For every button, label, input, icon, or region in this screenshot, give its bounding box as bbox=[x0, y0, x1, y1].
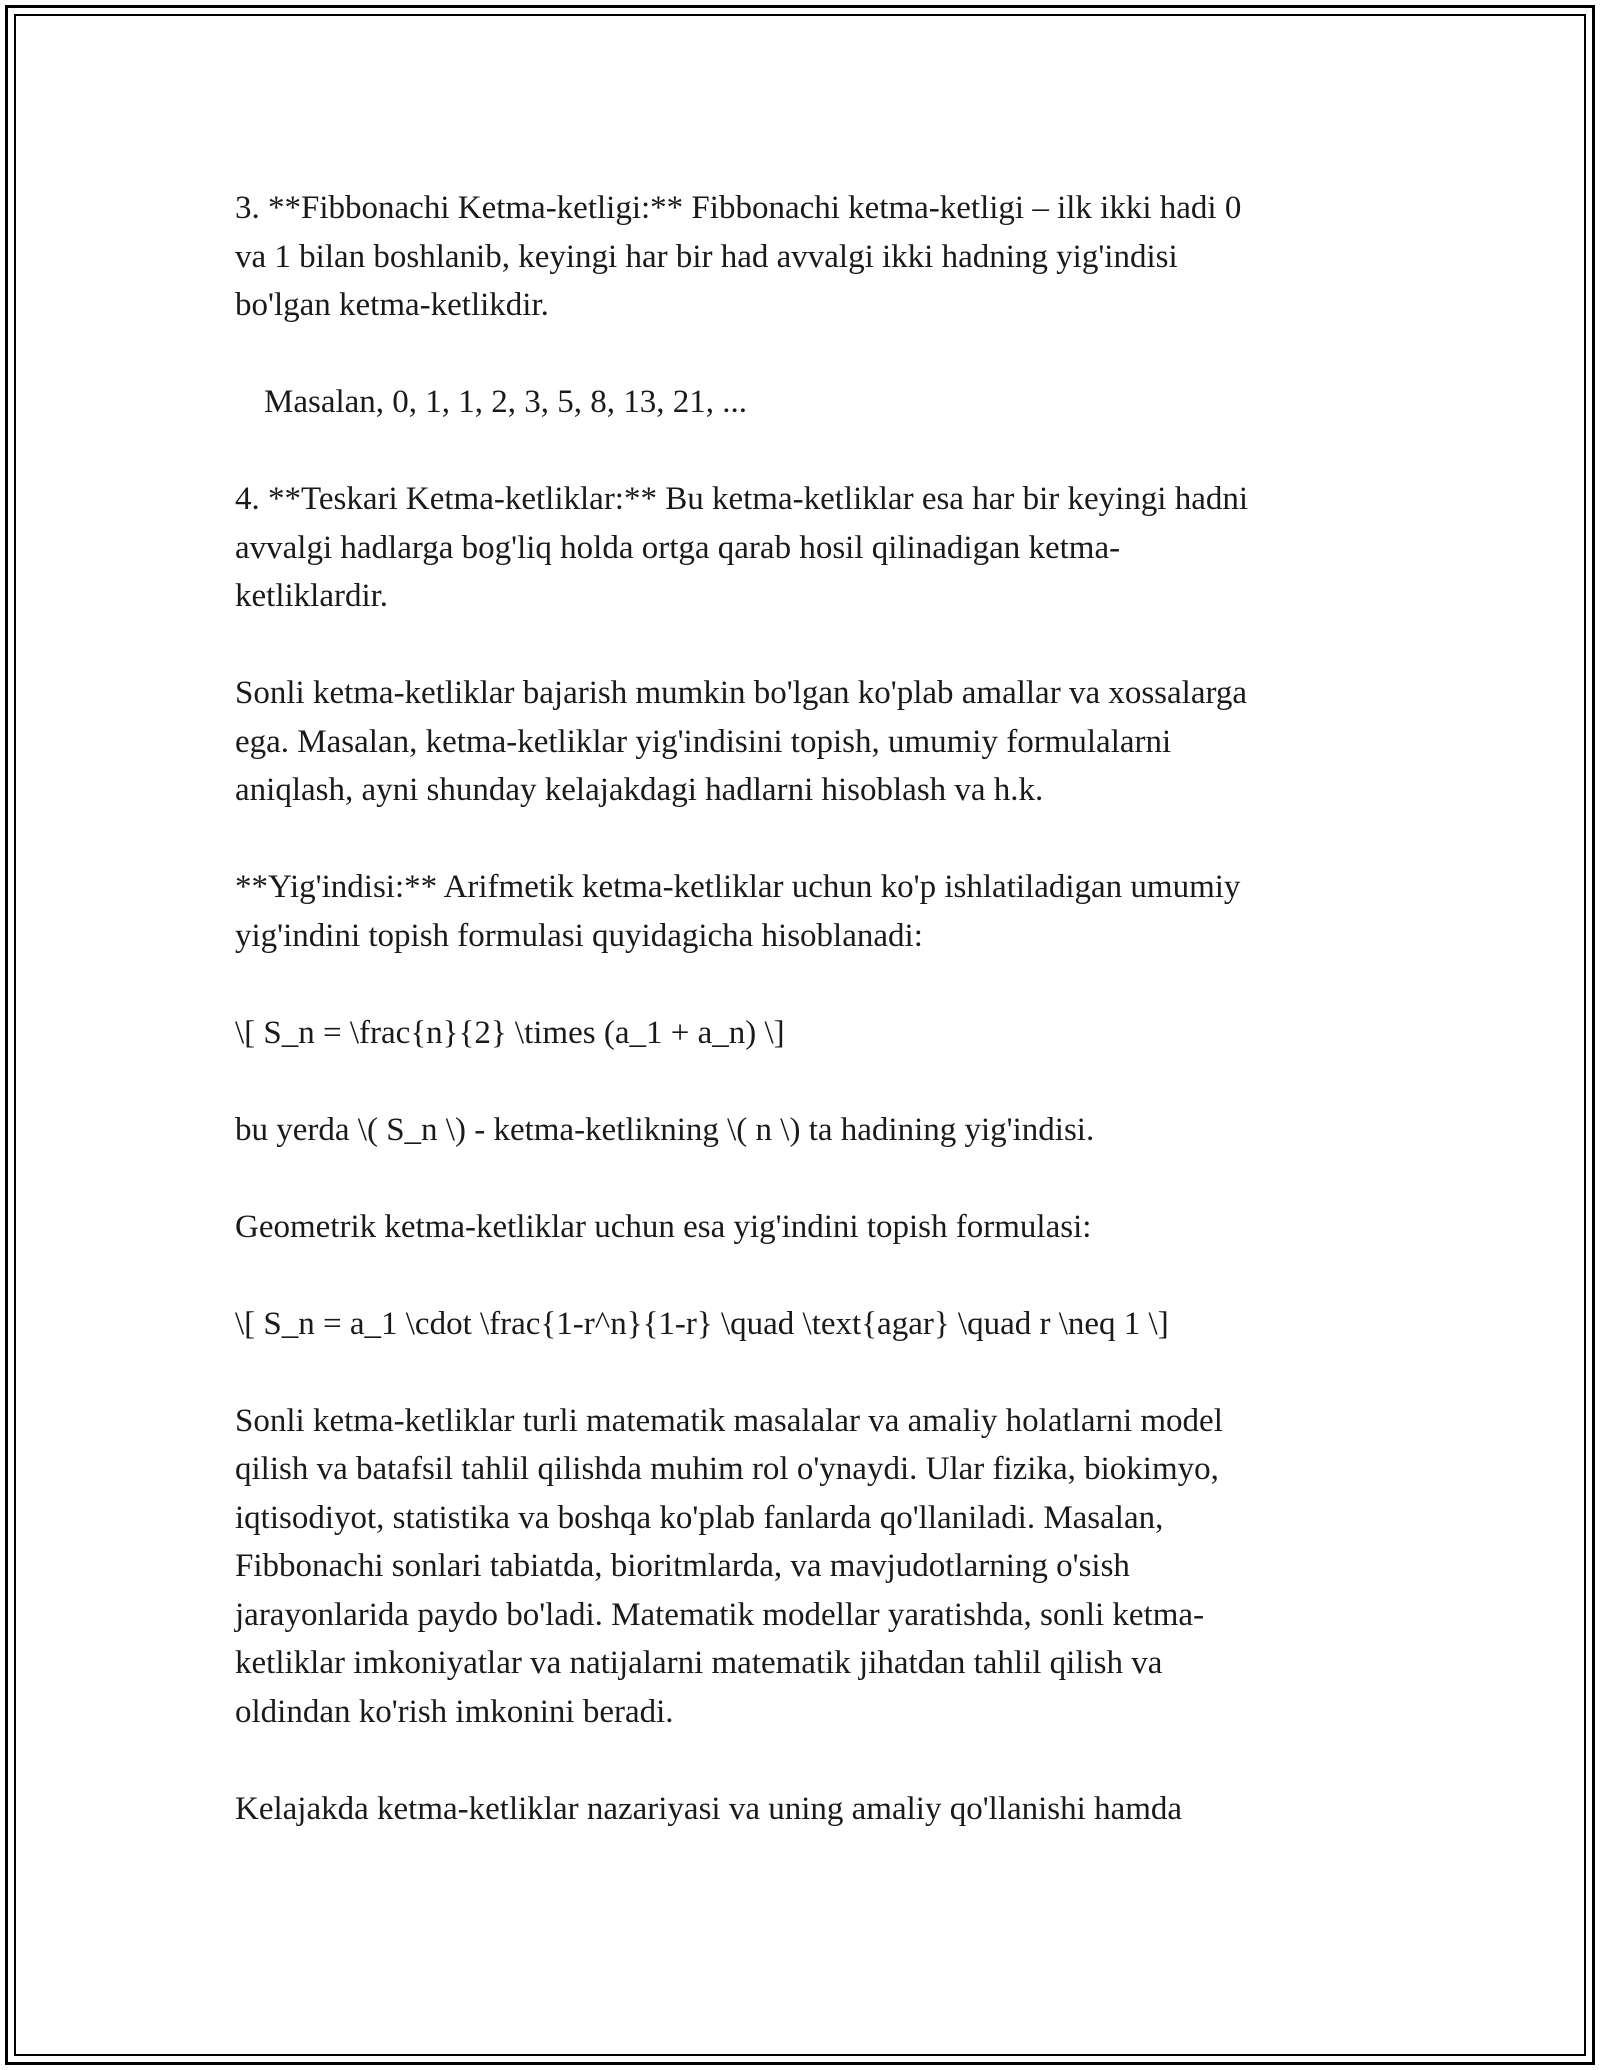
paragraph-sum-heading: **Yig'indisi:** Arifmetik ketma-ketliklar uchun ko'p ishlatiladigan umumiy yig'indini topish formulasi quyidagicha hisoblanadi: bbox=[235, 869, 1241, 954]
formula-geometric-sum: \[ S_n = a_1 \cdot \frac{1-r^n}{1-r} \quad \text{agar} \quad r \neq 1 \] bbox=[235, 1305, 1169, 1342]
paragraph-fibonacci-example: Masalan, 0, 1, 1, 2, 3, 5, 8, 13, 21, ... bbox=[264, 384, 748, 420]
paragraph-future: Kelajakda ketma-ketliklar nazariyasi va uning amaliy qo'llanishi hamda bbox=[235, 1790, 1183, 1827]
paragraph-fibonacci-sequence: 3. **Fibbonachi Ketma-ketligi:** Fibbonachi ketma-ketligi – ilk ikki hadi 0 va 1 bilan boshlanib, keyingi har bir had avvalgi ikki hadning yig'indisi bo'lgan ketma-ketlikdir. bbox=[235, 190, 1242, 323]
paragraph-sequence-operations: Sonli ketma-ketliklar bajarish mumkin bo'lgan ko'plab amallar va xossalarga ega. Masalan, ketma-ketliklar yig'indisini topish, umumiy formulalarni aniqlash, ayni shunday kelajakdagi hadlarni hisoblash va h.k. bbox=[235, 675, 1248, 808]
paragraph-applications: Sonli ketma-ketliklar turli matematik masalalar va amaliy holatlarni model qilish va batafsil tahlil qilishda muhim rol o'ynaydi. Ular fizika, biokimyo, iqtisodiyot, statistika va boshqa ko'plab fanlarda qo'llaniladi. Masalan, Fibbonachi sonlari tabiatda, bioritmlarda, va mavjudotlarning o'sish jarayonlarida paydo bo'ladi. Matematik modellar yaratishda, sonli ketma- ketliklar imkoniyatlar va natijalarni matematik jihatdan tahlil qilish va oldindan ko'rish imkonini beradi. bbox=[235, 1402, 1223, 1730]
formula-arithmetic-sum: \[ S_n = \frac{n}{2} \times (a_1 + a_n) \] bbox=[235, 1014, 785, 1051]
paragraph-geometric-intro: Geometrik ketma-ketliklar uchun esa yig'indini topish formulasi: bbox=[235, 1208, 1092, 1245]
paragraph-formula-explanation: bu yerda \( S_n \) - ketma-ketlikning \( n \) ta hadining yig'indisi. bbox=[235, 1111, 1095, 1148]
paragraph-inverse-sequences: 4. **Teskari Ketma-ketliklar:** Bu ketma-ketliklar esa har bir keyingi hadni avvalgi hadlarga bog'liq holda ortga qarab hosil qilinadigan ketma- ketliklardir. bbox=[235, 481, 1249, 614]
document-body bbox=[235, 184, 1380, 1882]
